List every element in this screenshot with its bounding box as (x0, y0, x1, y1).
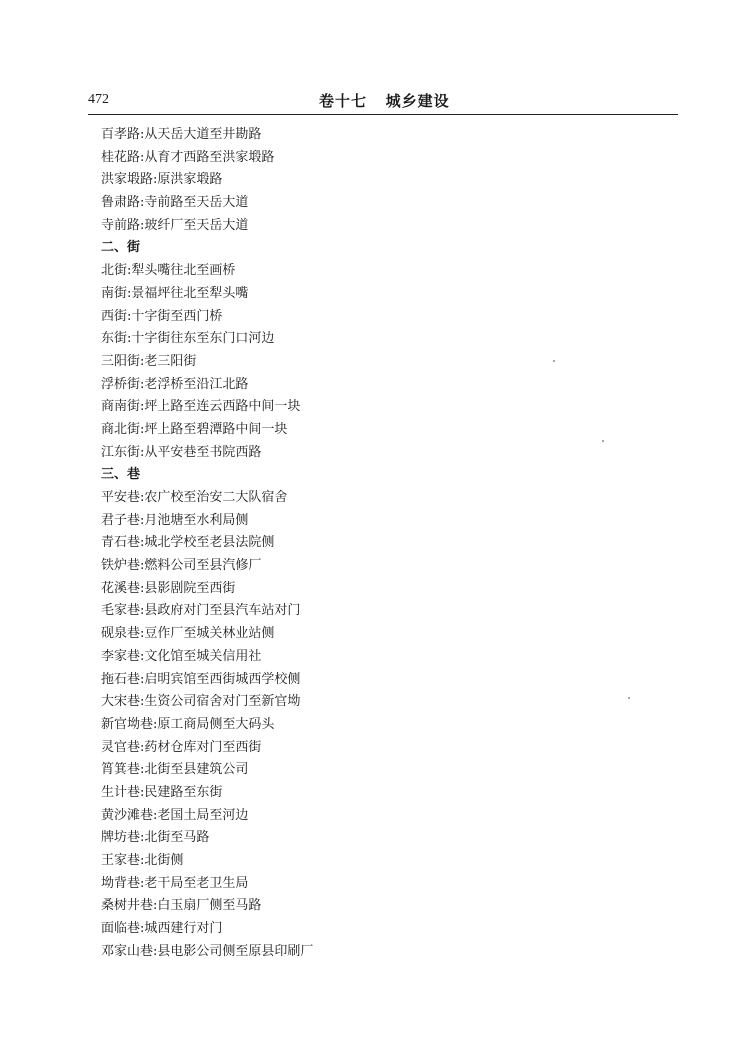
scan-speck (602, 440, 604, 442)
scan-speck (628, 697, 630, 699)
section-heading: 三、巷 (101, 467, 141, 483)
list-item: 铁炉巷:燃料公司至县汽修厂 (101, 558, 262, 574)
list-item: 李家巷:文化馆至城关信用社 (101, 648, 262, 664)
list-item: 王家巷:北街侧 (101, 853, 184, 868)
list-item: 灵官巷:药材仓库对门至西街 (101, 739, 262, 755)
list-item: 桂花路:从育才西路至洪家塅路 (101, 149, 275, 165)
list-item: 牌坊巷:北街至马路 (101, 830, 210, 846)
entry-list (101, 124, 661, 963)
running-title: 卷十七 城乡建设 (319, 92, 450, 110)
list-item: 平安巷:农广校至治安二大队宿舍 (101, 490, 288, 505)
list-item: 拖石巷:启明宾馆至西街城西学校侧 (101, 671, 301, 687)
list-item: 黄沙滩巷:老国土局至河边 (101, 807, 249, 823)
list-item: 北街:犁头嘴往北至画桥 (101, 263, 236, 279)
list-item: 桑树井巷:白玉扇厂侧至马路 (101, 898, 262, 914)
list-item: 商北街:坪上路至碧潭路中间一块 (101, 421, 288, 437)
list-item: 砚泉巷:豆作厂至城关林业站侧 (101, 626, 275, 642)
list-item: 浮桥街:老浮桥至沿江北路 (101, 376, 249, 392)
list-item: 南街:景福坪往北至犁头嘴 (101, 285, 249, 301)
list-item: 生计巷:民建路至东街 (101, 784, 223, 800)
list-item: 君子巷:月池塘至水利局侧 (101, 512, 249, 528)
list-item: 三阳街:老三阳街 (101, 353, 197, 369)
section-heading: 二、街 (101, 240, 141, 256)
list-item: 商南街:坪上路至连云西路中间一块 (101, 399, 301, 415)
list-item: 面临巷:城西建行对门 (101, 921, 223, 937)
list-item: 筲箕巷:北街至县建筑公司 (101, 762, 249, 778)
list-item: 江东街:从平安巷至书院西路 (101, 444, 262, 460)
list-item: 花溪巷:县影剧院至西街 (101, 580, 236, 596)
list-item: 鲁肃路:寺前路至天岳大道 (101, 195, 249, 211)
scan-speck (553, 360, 555, 362)
list-item: 东街:十字街往东至东门口河边 (101, 331, 275, 347)
page-header (88, 84, 678, 114)
list-item: 洪家塅路:原洪家塅路 (101, 172, 223, 188)
list-item: 青石巷:城北学校至老县法院侧 (101, 535, 275, 551)
list-item: 百孝路:从天岳大道至井勘路 (101, 127, 262, 142)
list-item: 毛家巷:县政府对门至县汽车站对门 (101, 603, 301, 619)
list-item: 坳背巷:老干局至老卫生局 (101, 875, 249, 891)
list-item: 大宋巷:生资公司宿舍对门至新官坳 (101, 694, 301, 710)
page-number: 472 (88, 92, 109, 107)
list-item: 西街:十字街至西门桥 (101, 308, 223, 324)
list-item: 邓家山巷:县电影公司侧至原县印刷厂 (101, 943, 314, 959)
list-item: 寺前路:玻纤厂至天岳大道 (101, 217, 249, 233)
list-item: 新官坳巷:原工商局侧至大码头 (101, 716, 275, 732)
header-rule (88, 114, 678, 115)
